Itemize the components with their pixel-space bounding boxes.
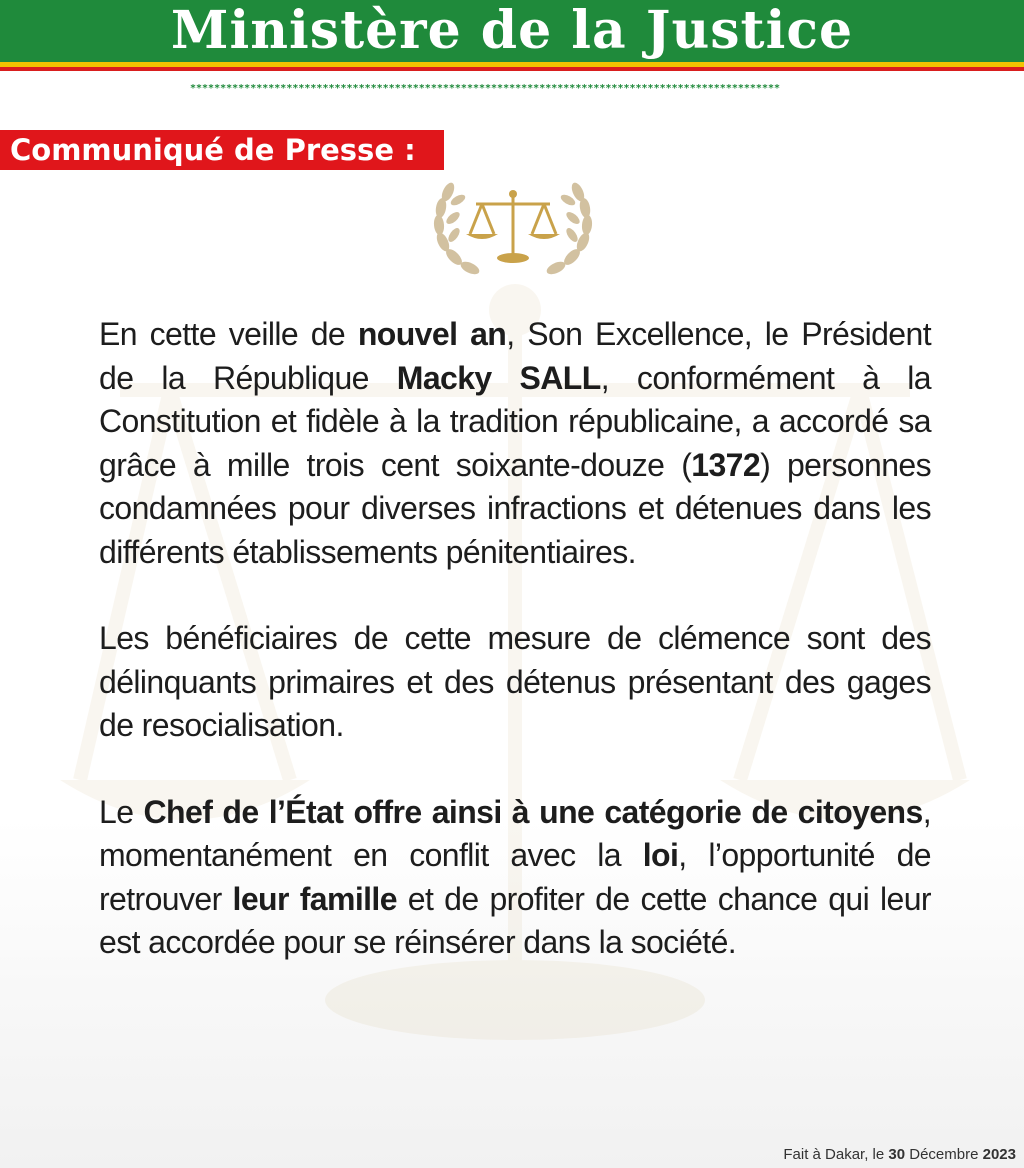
text-run: et de profiter de cette chance qui leur est accordée pour se réinsérer dans la société.	[99, 880, 931, 960]
text-run: Le	[99, 793, 144, 830]
bold-text-run: leur famille	[232, 880, 397, 917]
text-run: , conformément à la Constitution et fidèle à la tradition républicaine, a accordé sa grâce à mille trois cent soixante-douze (	[99, 359, 931, 483]
flag-band-red	[0, 67, 1024, 71]
ministry-title: Ministère de la Justice	[170, 0, 854, 61]
bold-text-run: Macky SALL	[396, 359, 601, 396]
footer-month: Décembre	[905, 1146, 983, 1163]
text-run: , l’opportunité de retrouver	[99, 837, 932, 917]
paragraph-1	[99, 313, 931, 574]
footer-day: 30	[888, 1146, 906, 1163]
bold-text-run: 1372	[691, 446, 761, 483]
scales-of-justice-laurel-icon	[428, 172, 598, 284]
text-run: , Son Excellence, le Président de la République	[99, 316, 931, 396]
communique-body	[99, 313, 931, 1008]
press-release-label: Communiqué de Presse :	[10, 133, 416, 167]
bold-text-run: nouvel an	[357, 316, 507, 352]
bold-text-run: Chef de l’État offre ainsi à une catégorie de citoyens	[143, 793, 923, 830]
footer-year: 2023	[982, 1146, 1016, 1163]
text-run: En cette veille de	[99, 316, 358, 352]
header-banner	[0, 0, 1024, 62]
text-run: ) personnes condamnées pour diverses infractions et détenues dans les différents établissements pénitentiaires.	[99, 446, 931, 570]
asterisk-separator: **************************************************************************************************	[190, 83, 781, 94]
footer-prefix: Fait à Dakar, le	[783, 1146, 889, 1163]
paragraph-3	[99, 791, 931, 965]
paragraph-2	[99, 617, 931, 748]
text-run: Les bénéficiaires de cette mesure de clémence sont des délinquants primaires et des détenus présentant des gages de resocialisation.	[99, 620, 931, 743]
date-place-signature	[783, 1145, 1016, 1165]
bold-text-run: loi	[642, 837, 679, 873]
text-run: , momentanément en conflit avec la	[99, 793, 931, 873]
